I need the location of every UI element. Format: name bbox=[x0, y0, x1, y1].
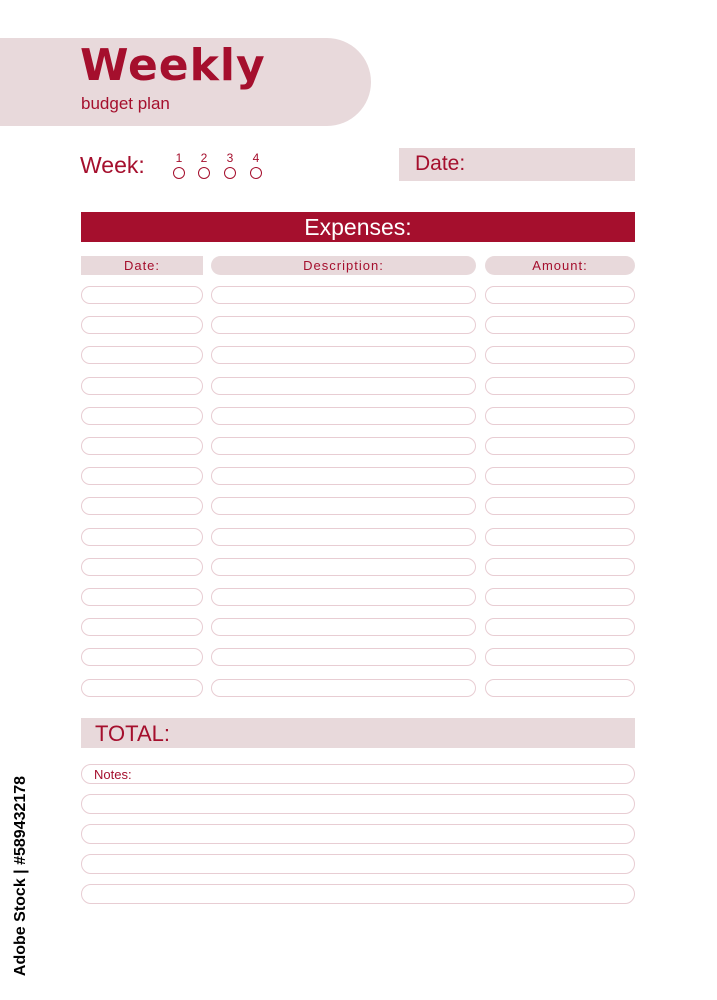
expense-amount-field[interactable] bbox=[485, 679, 635, 697]
watermark bbox=[6, 766, 36, 986]
expense-date-field[interactable] bbox=[81, 648, 203, 666]
expense-description-field[interactable] bbox=[211, 648, 476, 666]
column-header-date: Date: bbox=[81, 256, 203, 275]
notes-label: Notes: bbox=[94, 767, 132, 782]
expense-date-field[interactable] bbox=[81, 528, 203, 546]
expense-description-field[interactable] bbox=[211, 618, 476, 636]
expense-amount-field[interactable] bbox=[485, 346, 635, 364]
expense-description-field[interactable] bbox=[211, 497, 476, 515]
expense-amount-field[interactable] bbox=[485, 286, 635, 304]
week-label: Week: bbox=[80, 152, 145, 178]
week-option-number: 4 bbox=[252, 151, 260, 165]
expense-amount-field[interactable] bbox=[485, 648, 635, 666]
expense-description-field[interactable] bbox=[211, 679, 476, 697]
expense-description-field[interactable] bbox=[211, 316, 476, 334]
expense-date-field[interactable] bbox=[81, 588, 203, 606]
expense-amount-field[interactable] bbox=[485, 588, 635, 606]
expense-amount-field[interactable] bbox=[485, 558, 635, 576]
expense-date-field[interactable] bbox=[81, 558, 203, 576]
expense-amount-field[interactable] bbox=[485, 377, 635, 395]
week-option-2[interactable] bbox=[197, 151, 211, 179]
expense-description-field[interactable] bbox=[211, 346, 476, 364]
week-checkbox[interactable] bbox=[224, 167, 236, 179]
expense-date-field[interactable] bbox=[81, 346, 203, 364]
notes-line[interactable] bbox=[81, 824, 635, 844]
week-option-3[interactable] bbox=[223, 151, 237, 179]
expense-date-field[interactable] bbox=[81, 497, 203, 515]
week-option-1[interactable] bbox=[172, 151, 186, 179]
week-option-number: 1 bbox=[175, 151, 183, 165]
expense-amount-field[interactable] bbox=[485, 528, 635, 546]
total-label: TOTAL: bbox=[95, 721, 170, 746]
expense-description-field[interactable] bbox=[211, 437, 476, 455]
week-option-number: 3 bbox=[226, 151, 234, 165]
expense-amount-field[interactable] bbox=[485, 497, 635, 515]
expense-date-field[interactable] bbox=[81, 286, 203, 304]
expense-date-field[interactable] bbox=[81, 437, 203, 455]
date-label: Date: bbox=[415, 152, 466, 175]
expense-amount-field[interactable] bbox=[485, 407, 635, 425]
expense-description-field[interactable] bbox=[211, 467, 476, 485]
expense-amount-field[interactable] bbox=[485, 437, 635, 455]
expense-date-field[interactable] bbox=[81, 316, 203, 334]
notes-line[interactable] bbox=[81, 884, 635, 904]
column-header-amount: Amount: bbox=[485, 256, 635, 275]
expense-amount-field[interactable] bbox=[485, 316, 635, 334]
expense-description-field[interactable] bbox=[211, 286, 476, 304]
notes-first-line[interactable] bbox=[81, 764, 635, 784]
expense-date-field[interactable] bbox=[81, 618, 203, 636]
notes-line[interactable] bbox=[81, 854, 635, 874]
expenses-heading: Expenses: bbox=[81, 212, 635, 242]
expense-description-field[interactable] bbox=[211, 377, 476, 395]
week-checkbox[interactable] bbox=[250, 167, 262, 179]
expense-amount-field[interactable] bbox=[485, 467, 635, 485]
expense-description-field[interactable] bbox=[211, 588, 476, 606]
total-bar bbox=[81, 718, 635, 748]
expense-amount-field[interactable] bbox=[485, 618, 635, 636]
page-subtitle: budget plan bbox=[81, 94, 170, 113]
column-header-description: Description: bbox=[211, 256, 476, 275]
expense-date-field[interactable] bbox=[81, 467, 203, 485]
expense-date-field[interactable] bbox=[81, 407, 203, 425]
week-option-4[interactable] bbox=[249, 151, 263, 179]
page-title: Weekly bbox=[80, 40, 266, 91]
week-checkbox[interactable] bbox=[173, 167, 185, 179]
expense-description-field[interactable] bbox=[211, 407, 476, 425]
notes-line[interactable] bbox=[81, 794, 635, 814]
expense-date-field[interactable] bbox=[81, 377, 203, 395]
week-option-number: 2 bbox=[200, 151, 208, 165]
expense-description-field[interactable] bbox=[211, 528, 476, 546]
date-field[interactable] bbox=[399, 148, 635, 181]
expense-date-field[interactable] bbox=[81, 679, 203, 697]
watermark-text: Adobe Stock | #589432178 bbox=[12, 775, 29, 977]
week-checkbox[interactable] bbox=[198, 167, 210, 179]
expense-description-field[interactable] bbox=[211, 558, 476, 576]
